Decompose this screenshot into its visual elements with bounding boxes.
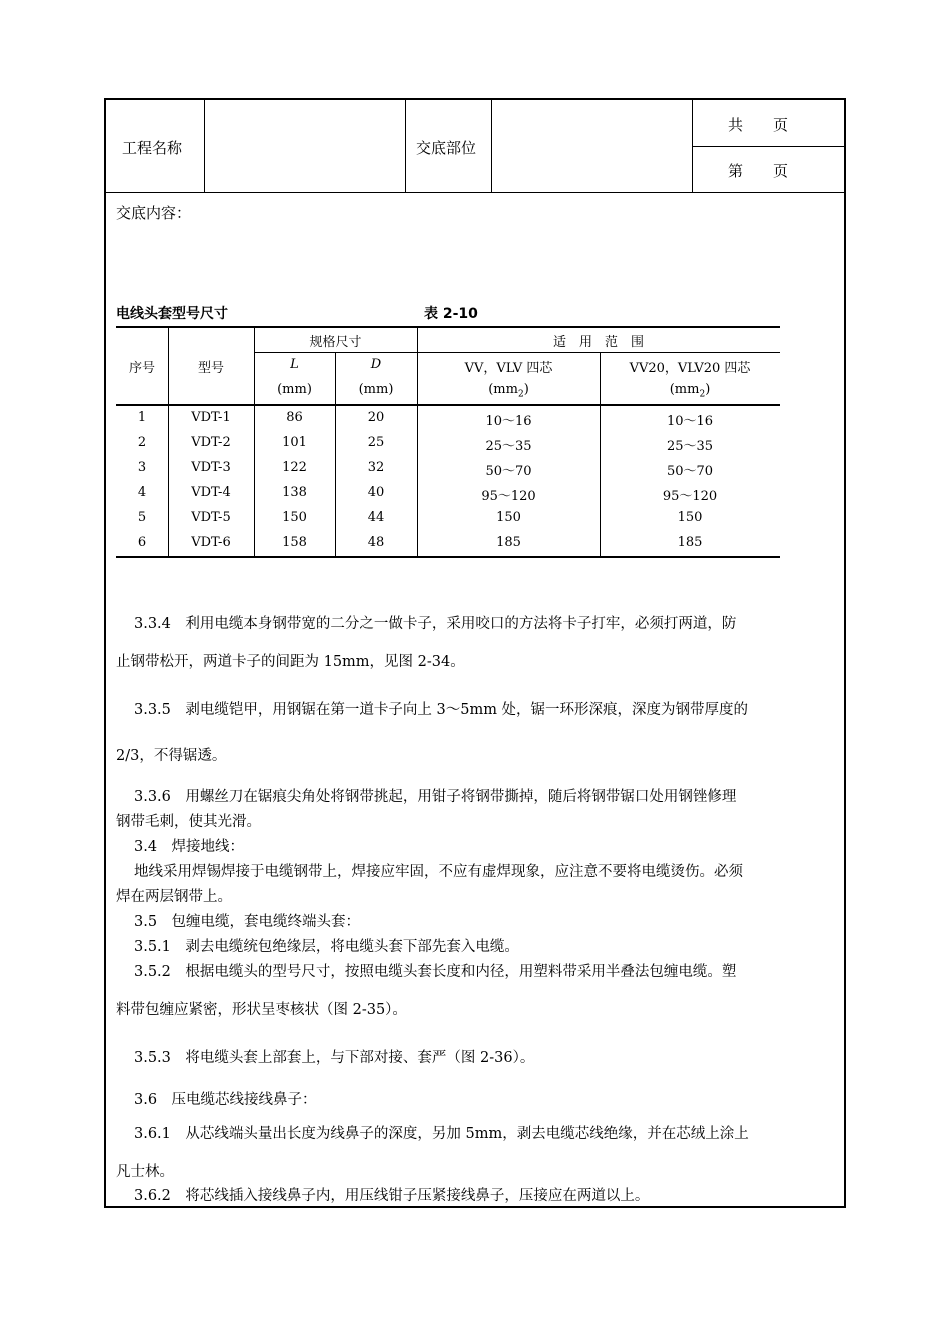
- content-label: 交底内容：: [116, 204, 192, 222]
- table-cell-model: VDT-3: [191, 460, 231, 475]
- col-index-header: 序号: [128, 361, 155, 376]
- paragraph-line: 止钢带松开，两道卡子的间距为 15mm，见图 2-34。: [116, 654, 465, 670]
- table-cell-no: 5: [137, 510, 147, 525]
- col-D-unit: (mm): [358, 382, 394, 397]
- cable-head-table: [116, 326, 780, 558]
- table-cell-model: VDT-4: [191, 485, 231, 500]
- col-spec-header: 规格尺寸: [309, 335, 362, 350]
- table-cell-L: 158: [282, 535, 307, 550]
- paragraph-line: 3.5.3 将电缆头套上部套上，与下部对接、套严（图 2-36）。: [134, 1050, 535, 1066]
- table-cell-vv: 25～35: [485, 439, 532, 454]
- col-vv20-unit: $(mm_2)$: [669, 382, 711, 400]
- paragraph-line: 2/3，不得锯透。: [116, 748, 227, 764]
- table-cell-D: 20: [367, 410, 385, 425]
- paragraph-line: 3.5.2 根据电缆头的型号尺寸，按照电缆头套长度和内径，用塑料带采用半叠法包缠电缆。塑: [134, 964, 737, 980]
- document-frame: [104, 98, 846, 1208]
- paragraph-line: 3.3.6 用螺丝刀在锯痕尖角处将钢带挑起，用钳子将钢带撕掉，随后将钢带锯口处用钢锉修理: [134, 789, 737, 805]
- col-range-header: 适 用 范 围: [552, 335, 644, 350]
- table-cell-L: 150: [282, 510, 307, 525]
- paragraph-line: 钢带毛刺，使其光滑。: [116, 814, 261, 830]
- col-D-header: D: [370, 357, 382, 372]
- table-cell-vv: 95～120: [481, 489, 536, 504]
- table-cell-no: 6: [137, 535, 147, 550]
- col-vv20-header: VV20，VLV20 四芯: [629, 361, 751, 376]
- header-table: [106, 100, 844, 193]
- col-model-header: 型号: [197, 361, 224, 376]
- paragraph-line: 3.3.4 利用电缆本身钢带宽的二分之一做卡子，采用咬口的方法将卡子打牢，必须打两道，防: [134, 616, 737, 632]
- table-cell-model: VDT-6: [191, 535, 231, 550]
- table-cell-L: 122: [282, 460, 307, 475]
- table-number: 表 2-10: [424, 306, 478, 322]
- table-cell-D: 40: [367, 485, 385, 500]
- paragraph-line: 3.5 包缠电缆，套电缆终端头套：: [134, 914, 361, 930]
- paragraph-line: 地线采用焊锡焊接于电缆钢带上，焊接应牢固，不应有虚焊现象，应注意不要将电缆烫伤。必须: [134, 864, 743, 880]
- table-cell-L: 138: [282, 485, 307, 500]
- total-pages-label: 共 页: [728, 116, 789, 134]
- table-cell-vv20: 185: [677, 535, 703, 550]
- col-vv-unit: $(mm_2)$: [488, 382, 529, 400]
- paragraph-line: 3.5.1 剥去电缆统包绝缘层，将电缆头套下部先套入电缆。: [134, 939, 519, 955]
- paragraph-line: 凡士林。: [116, 1164, 174, 1180]
- table-cell-no: 2: [137, 435, 147, 450]
- paragraph-line: 3.4 焊接地线：: [134, 839, 245, 855]
- col-L-header: L: [290, 357, 299, 372]
- col-vv-header: VV，VLV 四芯: [464, 361, 553, 376]
- table-cell-vv: 10～16: [485, 414, 532, 429]
- col-L-unit: (mm): [277, 382, 312, 397]
- table-cell-model: VDT-5: [191, 510, 231, 525]
- paragraph-line: 3.3.5 剥电缆铠甲，用钢锯在第一道卡子向上 3～5mm 处，锯一环形深痕，深度为钢带厚度的: [134, 702, 749, 718]
- page-number-label: 第 页: [728, 162, 789, 180]
- handover-part-label: 交底部位: [416, 139, 477, 157]
- table-cell-D: 48: [367, 535, 385, 550]
- table-cell-model: VDT-1: [191, 410, 231, 425]
- table-cell-vv: 150: [496, 510, 521, 525]
- table-cell-vv20: 50～70: [666, 464, 714, 479]
- table-cell-no: 4: [137, 485, 147, 500]
- table-title: 电线头套型号尺寸: [116, 306, 228, 322]
- table-cell-model: VDT-2: [191, 435, 231, 450]
- table-cell-vv: 185: [496, 535, 521, 550]
- table-cell-vv20: 95～120: [662, 489, 718, 504]
- paragraph-line: 3.6.2 将芯线插入接线鼻子内，用压线钳子压紧接线鼻子，压接应在两道以上。: [134, 1188, 650, 1204]
- table-cell-no: 1: [137, 410, 147, 425]
- paragraph-line: 3.6 压电缆芯线接线鼻子：: [134, 1092, 317, 1108]
- table-cell-L: 86: [286, 410, 303, 425]
- project-name-label: 工程名称: [122, 139, 183, 157]
- paragraph-line: 焊在两层钢带上。: [116, 889, 232, 905]
- table-cell-D: 44: [367, 510, 385, 525]
- table-cell-vv: 50～70: [485, 464, 532, 479]
- table-cell-vv20: 150: [677, 510, 703, 525]
- table-cell-vv20: 10～16: [666, 414, 714, 429]
- table-cell-no: 3: [137, 460, 147, 475]
- table-cell-L: 101: [282, 435, 307, 450]
- paragraph-line: 料带包缠应紧密，形状呈枣核状（图 2-35）。: [116, 1002, 407, 1018]
- table-cell-D: 25: [367, 435, 385, 450]
- table-cell-vv20: 25～35: [666, 439, 714, 454]
- paragraph-line: 3.6.1 从芯线端头量出长度为线鼻子的深度，另加 5mm，剥去电缆芯线绝缘，并在芯绒上涂上: [134, 1126, 749, 1142]
- table-cell-D: 32: [367, 460, 385, 475]
